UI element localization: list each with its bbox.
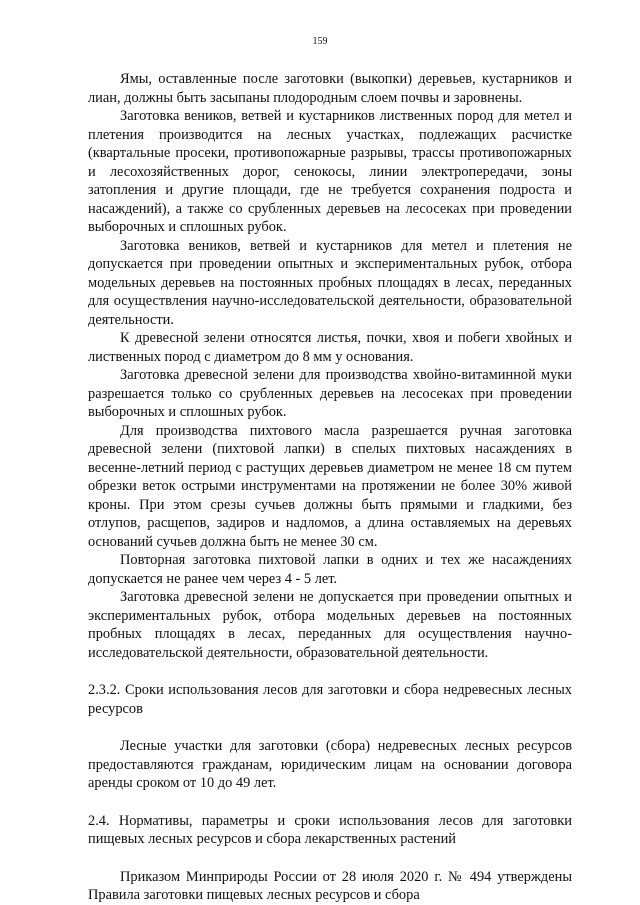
paragraph: Заготовка веников, ветвей и кустарников лиственных пород для метел и плетения производится на лесных участках, подлежащих расчистке (квартальные просеки, противопожарные разрывы, трассы противопожарных и лесохозяйственных дорог, сенокосы, линии электропередачи, зоны затопления и другие площади, где не требуется сохранения подроста и насаждений), а также со срубленных деревьев на лесосеках при проведении выборочных и сплошных рубок. [88,108,572,235]
paragraph: Заготовка веников, ветвей и кустарников для метел и плетения не допускается при проведении опытных и экспериментальных рубок, отбора модельных деревьев на постоянных пробных площадях в лесах, переданных для осуществления научно-исследовательской деятельности, образовательной деятельности. [88,237,572,328]
section-heading-2-4: 2.4. Нормативы, параметры и сроки использования лесов для заготовки пищевых лесных ресурсов и сбора лекарственных растений [88,812,572,847]
paragraph: Заготовка древесной зелени не допускается при проведении опытных и экспериментальных рубок, отбора модельных деревьев на постоянных пробных площадях в лесах, переданных для осуществления научно-исследовательской деятельности, образовательной деятельности. [88,589,572,661]
paragraph: Приказом Минприроды России от 28 июля 2020 г. № 494 утверждены Правила заготовки пищевых лесных ресурсов и сбора [88,868,572,903]
paragraph: Ямы, оставленные после заготовки (выкопки) деревьев, кустарников и лиан, должны быть засыпаны плодородным слоем почвы и заровнены. [88,71,572,106]
section-heading-2-3-2: 2.3.2. Сроки использования лесов для заготовки и сбора недревесных лесных ресурсов [88,682,572,717]
paragraph: К древесной зелени относятся листья, почки, хвоя и побеги хвойных и лиственных пород с диаметром до 8 мм у основания. [88,330,572,365]
paragraph: Лесные участки для заготовки (сбора) недревесных лесных ресурсов предоставляются гражданам, юридическим лицам на основании договора аренды сроком от 10 до 49 лет. [88,738,572,791]
document-body [88,70,572,905]
paragraph: Для производства пихтового масла разрешается ручная заготовка древесной зелени (пихтовой лапки) в спелых пихтовых насаждениях в весенне-летний период с растущих деревьев диаметром не менее 18 см путем обрезки веток острыми инструментами на протяжении не более 30% живой кроны. При этом срезы сучьев должны быть прямыми и гладкими, без отлупов, расщепов, задиров и надломов, а длина оставляемых на деревьях оснований сучьев должна быть не менее 30 см. [88,422,572,550]
page-number: 159 [312,36,328,47]
paragraph: Заготовка древесной зелени для производства хвойно-витаминной муки разрешается только со срубленных деревьев на лесосеках при проведении выборочных и сплошных рубок. [88,367,572,420]
paragraph: Повторная заготовка пихтовой лапки в одних и тех же насаждениях допускается не ранее чем через 4 - 5 лет. [88,552,572,587]
